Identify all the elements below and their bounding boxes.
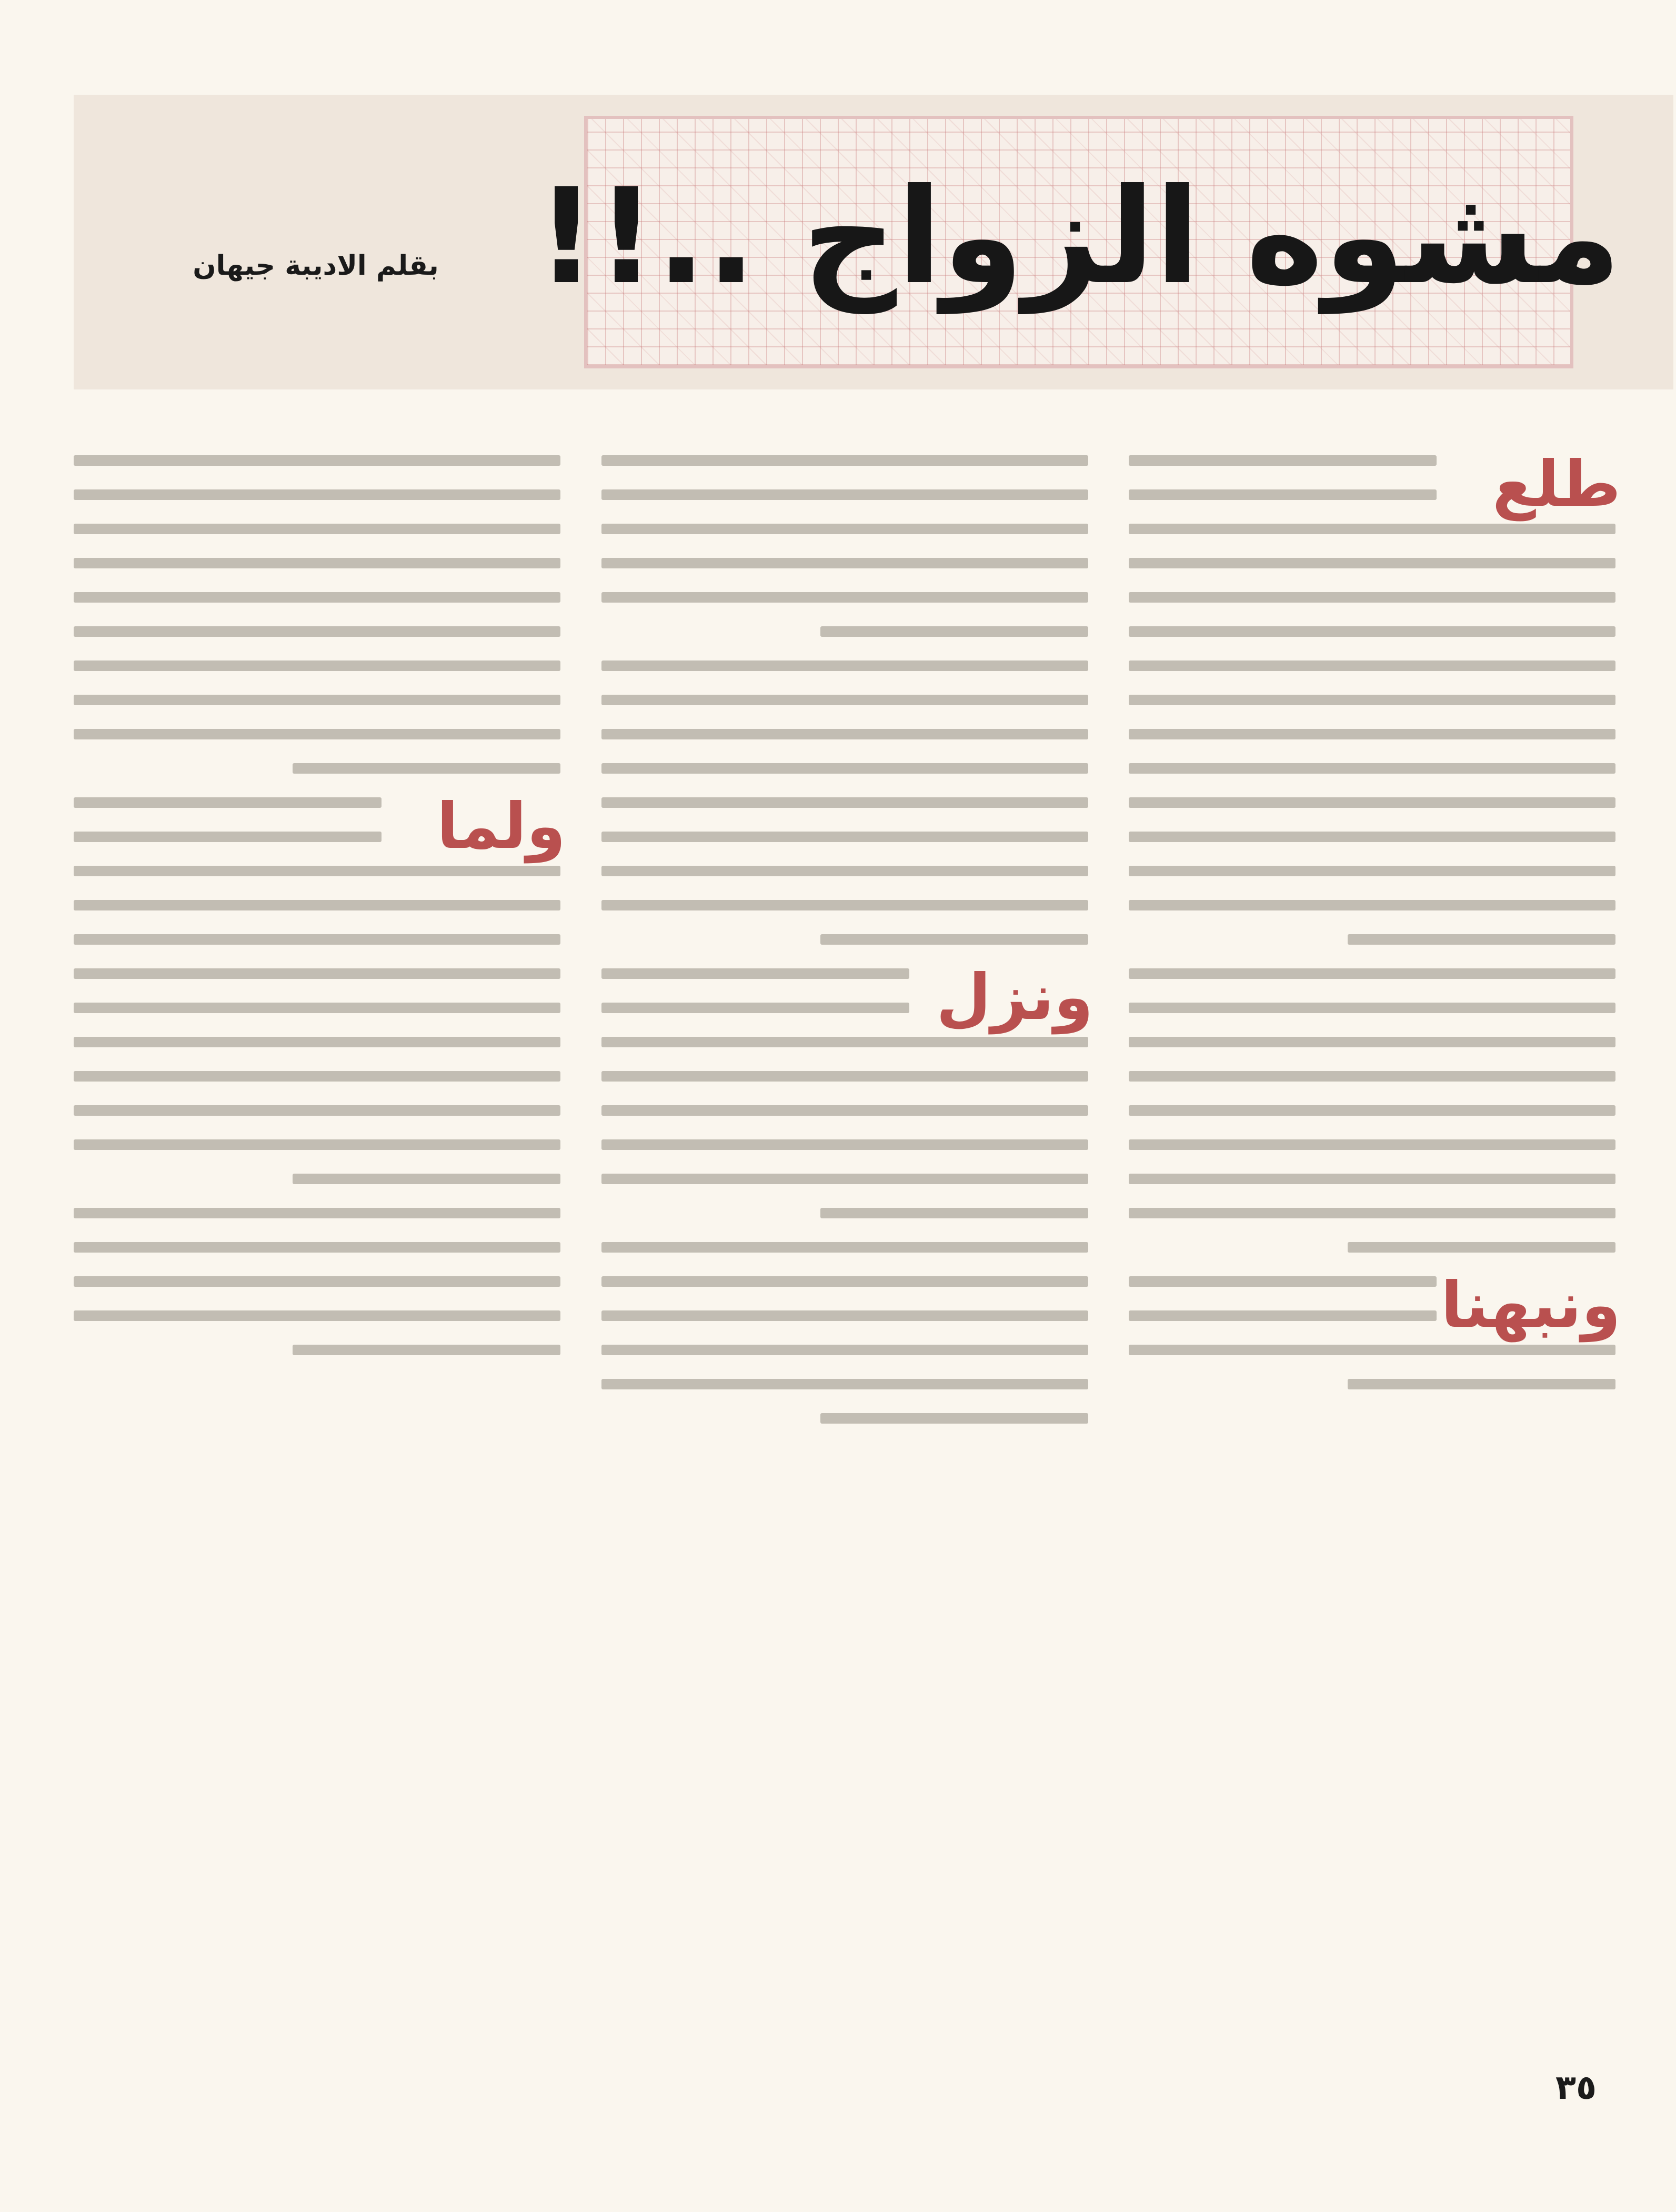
text-line bbox=[1129, 524, 1615, 534]
paragraph-lead-word: ونزل bbox=[936, 961, 1093, 1034]
text-line bbox=[74, 866, 560, 876]
text-line bbox=[601, 455, 1088, 466]
text-line bbox=[601, 1071, 1088, 1082]
text-line bbox=[74, 832, 382, 842]
text-line bbox=[601, 1105, 1088, 1116]
paragraph-lead-word: طلع bbox=[1492, 448, 1621, 521]
text-line bbox=[74, 1105, 560, 1116]
text-line bbox=[1129, 489, 1437, 500]
text-line bbox=[601, 489, 1088, 500]
text-line bbox=[1129, 763, 1615, 774]
text-line bbox=[1129, 1174, 1615, 1184]
text-line bbox=[1348, 1242, 1615, 1253]
text-line bbox=[1129, 626, 1615, 637]
text-line bbox=[74, 660, 560, 671]
text-line bbox=[1129, 832, 1615, 842]
article-paragraph bbox=[601, 961, 1093, 1218]
text-line bbox=[1129, 1276, 1437, 1287]
text-line bbox=[1129, 1345, 1615, 1355]
text-line bbox=[74, 626, 560, 637]
text-line bbox=[1129, 695, 1615, 705]
text-line bbox=[74, 1310, 560, 1321]
text-line bbox=[601, 592, 1088, 603]
article-paragraph bbox=[1129, 1269, 1621, 1389]
text-line bbox=[74, 1037, 560, 1047]
text-line bbox=[820, 1413, 1088, 1424]
text-line bbox=[1129, 900, 1615, 910]
text-line bbox=[601, 1242, 1088, 1253]
article-paragraph bbox=[601, 660, 1088, 945]
article-paragraph bbox=[1129, 448, 1621, 945]
text-line bbox=[1129, 1139, 1615, 1150]
text-line bbox=[74, 592, 560, 603]
text-line bbox=[601, 1174, 1088, 1184]
paragraph-lead-word: ونبهنا bbox=[1441, 1269, 1621, 1342]
text-line bbox=[1129, 1310, 1437, 1321]
text-line bbox=[601, 660, 1088, 671]
text-line bbox=[601, 1379, 1088, 1389]
text-line bbox=[293, 1174, 560, 1184]
text-line bbox=[74, 695, 560, 705]
text-line bbox=[820, 934, 1088, 945]
author-byline: بقلم الاديبة جيهان bbox=[193, 250, 439, 282]
text-line bbox=[1129, 1208, 1615, 1218]
text-line bbox=[74, 558, 560, 568]
article-paragraph bbox=[74, 790, 566, 1184]
text-line bbox=[601, 1345, 1088, 1355]
article-paragraph bbox=[601, 1242, 1088, 1424]
text-line bbox=[820, 626, 1088, 637]
text-line bbox=[601, 1003, 909, 1013]
text-line bbox=[74, 900, 560, 910]
text-line bbox=[74, 729, 560, 739]
text-line bbox=[1129, 797, 1615, 808]
text-line bbox=[1129, 968, 1615, 979]
text-line bbox=[1129, 729, 1615, 739]
text-line bbox=[74, 1003, 560, 1013]
page-number: ٣٥ bbox=[1555, 2068, 1597, 2107]
text-line bbox=[74, 934, 560, 945]
article-paragraph bbox=[74, 455, 560, 774]
text-line bbox=[74, 1139, 560, 1150]
article-paragraph bbox=[601, 455, 1088, 637]
text-line bbox=[1348, 1379, 1615, 1389]
text-line bbox=[601, 797, 1088, 808]
text-line bbox=[74, 968, 560, 979]
text-line bbox=[1129, 1003, 1615, 1013]
text-line bbox=[601, 1037, 1088, 1047]
text-line bbox=[601, 1276, 1088, 1287]
text-line bbox=[1129, 558, 1615, 568]
text-line bbox=[74, 455, 560, 466]
text-line bbox=[1129, 455, 1437, 466]
text-line bbox=[74, 797, 382, 808]
article-title: مشوه الزواج ..!! bbox=[536, 160, 1621, 313]
text-line bbox=[74, 524, 560, 534]
text-line bbox=[601, 729, 1088, 739]
text-line bbox=[74, 1276, 560, 1287]
text-line bbox=[1129, 1037, 1615, 1047]
article-paragraph bbox=[1129, 968, 1615, 1253]
text-line bbox=[601, 832, 1088, 842]
article-paragraph bbox=[74, 1208, 560, 1355]
text-line bbox=[1129, 660, 1615, 671]
text-line bbox=[74, 489, 560, 500]
text-line bbox=[74, 1242, 560, 1253]
text-line bbox=[601, 763, 1088, 774]
column-3 bbox=[74, 442, 566, 2042]
text-line bbox=[1129, 866, 1615, 876]
text-line bbox=[601, 1310, 1088, 1321]
text-line bbox=[820, 1208, 1088, 1218]
text-line bbox=[601, 968, 909, 979]
text-line bbox=[1129, 592, 1615, 603]
text-line bbox=[601, 900, 1088, 910]
text-line bbox=[601, 1139, 1088, 1150]
text-line bbox=[293, 763, 560, 774]
article-columns bbox=[74, 442, 1621, 2042]
text-line bbox=[601, 558, 1088, 568]
text-line bbox=[601, 524, 1088, 534]
text-line bbox=[293, 1345, 560, 1355]
text-line bbox=[601, 866, 1088, 876]
text-line bbox=[74, 1071, 560, 1082]
text-line bbox=[74, 1208, 560, 1218]
text-line bbox=[1129, 1071, 1615, 1082]
text-line bbox=[1348, 934, 1615, 945]
column-1 bbox=[1129, 442, 1621, 2042]
text-line bbox=[1129, 1105, 1615, 1116]
paragraph-lead-word: ولما bbox=[436, 790, 566, 863]
column-2 bbox=[601, 442, 1093, 2042]
text-line bbox=[601, 695, 1088, 705]
